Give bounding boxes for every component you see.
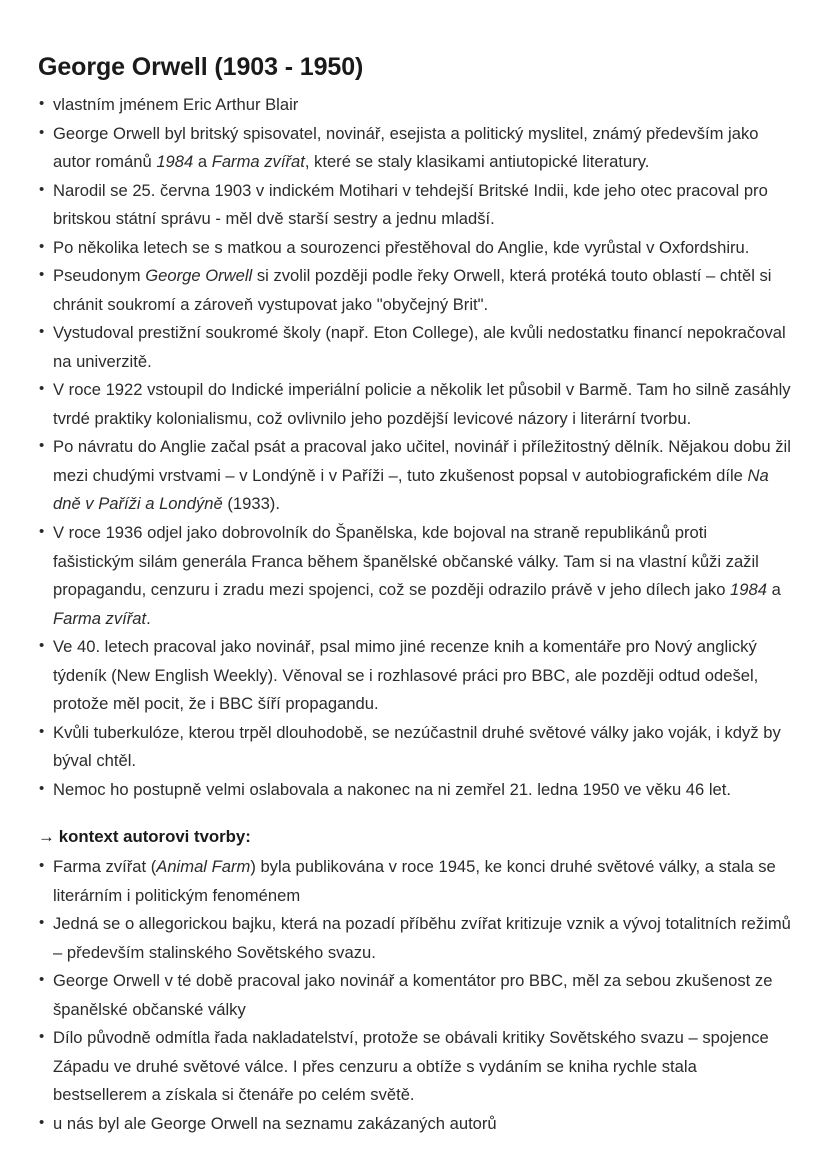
list-item: • Dílo původně odmítla řada nakladatelství, protože se obávali kritiky Sovětského svazu – spojence Západu ve druhé světové válce. I přes cenzuru a obtíže s vydáním se kniha rychle stala bestsellerem a získala si čtenáře po celém světě. [38, 1024, 792, 1110]
list-item: • Vystudoval prestižní soukromé školy (např. Eton College), ale kvůli nedostatku financí nepokračoval na univerzitě. [38, 319, 792, 376]
page-title: George Orwell (1903 - 1950) [38, 53, 364, 81]
list-item: • George Orwell byl britský spisovatel, novinář, esejista a politický myslitel, známý především jako autor románů 1984 a Farma zvířat, které se staly klasikami antiutopické literatury. [38, 120, 792, 177]
list-item: • Narodil se 25. června 1903 v indickém Motihari v tehdejší Britské Indii, kde jeho otec pracoval pro britskou státní správu - měl dvě starší sestry a jednu mladší. [38, 177, 792, 234]
list-item: • Pseudonym George Orwell si zvolil později podle řeky Orwell, která protéká touto oblastí – chtěl si chránit soukromí a zároveň vystupovat jako "obyčejný Brit". [38, 262, 792, 319]
right-arrow-icon: → [38, 827, 55, 847]
list-item: • Po návratu do Anglie začal psát a pracoval jako učitel, novinář i příležitostný dělník. Nějakou dobu žil mezi chudými vrstvami – v Londýně i v Paříži –, tuto zkušenost popsal v autobiografickém díle Na dně v Paříži a Londýně (1933). [38, 433, 792, 519]
section-heading-label: kontext autorovi tvorby: [58, 827, 251, 847]
list-item: • Ve 40. letech pracoval jako novinář, psal mimo jiné recenze knih a komentáře pro Nový anglický týdeník (New English Weekly). Věnoval se i rozhlasové práci pro BBC, ale později odtud odešel, protože měl pocit, že i BBC šíří propagandu. [38, 633, 792, 719]
list-item: • V roce 1936 odjel jako dobrovolník do Španělska, kde bojoval na straně republikánů proti fašistickým silám generála Franca během španělské občanské války. Tam si na vlastní kůži zažil propagandu, cenzuru i zradu mezi spojenci, což se později odrazilo právě v jeho dílech jako 1984 a Farma zvířat. [38, 519, 792, 633]
list-item: • Kvůli tuberkulóze, kterou trpěl dlouhodobě, se nezúčastnil druhé světové války jako voják, i když by býval chtěl. [38, 719, 792, 776]
list-item: • Nemoc ho postupně velmi oslabovala a nakonec na ni zemřel 21. ledna 1950 ve věku 46 let. [38, 776, 792, 805]
context-bullet-list [38, 853, 792, 1138]
list-item: • George Orwell v té době pracoval jako novinář a komentátor pro BBC, měl za sebou zkušenost ze španělské občanské války [38, 967, 792, 1024]
section-heading-context [38, 823, 792, 852]
list-item: • u nás byl ale George Orwell na seznamu zakázaných autorů [38, 1110, 792, 1139]
list-item: • V roce 1922 vstoupil do Indické imperiální policie a několik let působil v Barmě. Tam ho silně zasáhly tvrdé praktiky kolonialismu, což ovlivnilo jeho pozdější levicové názory i literární tvorbu. [38, 376, 792, 433]
list-item: • Farma zvířat (Animal Farm) byla publikována v roce 1945, ke konci druhé světové války, a stala se literárním i politickým fenoménem [38, 853, 792, 910]
list-item: • vlastním jménem Eric Arthur Blair [38, 91, 792, 120]
list-item: • Jedná se o allegorickou bajku, která na pozadí příběhu zvířat kritizuje vznik a vývoj totalitních režimů – především stalinského Sovětského svazu. [38, 910, 792, 967]
main-bullet-list [38, 91, 792, 804]
list-item: • Po několika letech se s matkou a sourozenci přestěhoval do Anglie, kde vyrůstal v Oxfordshiru. [38, 234, 792, 263]
